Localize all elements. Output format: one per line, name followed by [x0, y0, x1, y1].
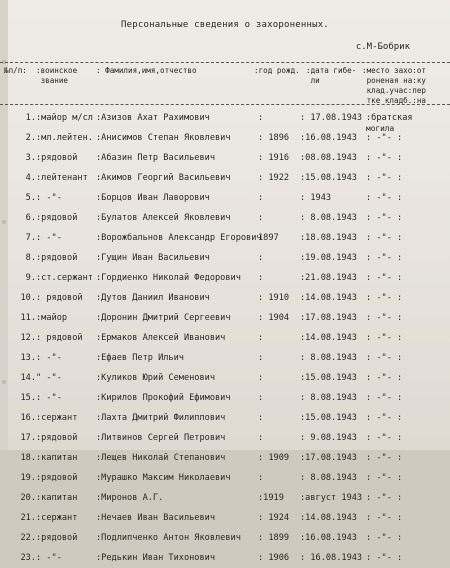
row-death-date: : 9.08.1943: [300, 433, 357, 443]
row-number: 6.: [25, 213, 36, 223]
row-birth-year: :: [258, 473, 264, 483]
row-birth-year: :: [258, 393, 264, 403]
row-burial-place: : -"- :: [366, 333, 403, 343]
row-name: :Булатов Алексей Яковлевич: [96, 213, 231, 223]
row-number: 19.: [20, 473, 36, 483]
row-rank: :рядовой: [36, 213, 78, 223]
row-burial-place: : -"- :: [366, 353, 403, 363]
header-bottom-rule: [0, 104, 450, 105]
row-rank: :рядовой: [36, 153, 78, 163]
row-death-date: :21.08.1943: [300, 273, 357, 283]
row-name: :Куликов Юрий Семенович: [96, 373, 215, 383]
row-birth-year: :: [258, 353, 264, 363]
row-rank: :ст.сержант: [36, 273, 93, 283]
table-row: [0, 148, 450, 168]
row-burial-place: :братская: [366, 113, 413, 123]
row-burial-place: : -"- :: [366, 533, 403, 543]
row-burial-place: : -"- :: [366, 173, 403, 183]
table-row: [0, 528, 450, 548]
table-row: [0, 108, 450, 133]
header-name: : Фамилия,имя,отчество: [96, 66, 197, 75]
row-burial-place: : -"- :: [366, 313, 403, 323]
table-row: [0, 188, 450, 208]
row-birth-year: :: [258, 413, 264, 423]
row-death-date: : 17.08.1943: [300, 113, 363, 123]
table-row: [0, 128, 450, 148]
row-death-date: :август 1943: [300, 493, 363, 503]
row-birth-year: :: [258, 193, 264, 203]
row-death-date: : 16.08.1943: [300, 553, 363, 563]
row-rank: :лейтенант: [36, 173, 88, 183]
row-name: :Ермаков Алексей Иванович: [96, 333, 226, 343]
row-death-date: :14.08.1943: [300, 293, 357, 303]
row-birth-year: : 1916: [258, 153, 290, 163]
row-name: :Нечаев Иван Васильевич: [96, 513, 215, 523]
row-birth-year: : 1924: [258, 513, 290, 523]
row-number: 9.: [25, 273, 36, 283]
row-name: :Литвинов Сергей Петрович: [96, 433, 226, 443]
row-number: 15.: [20, 393, 36, 403]
table-row: [0, 488, 450, 508]
row-death-date: :16.08.1943: [300, 133, 357, 143]
row-death-date: : 8.08.1943: [300, 473, 357, 483]
row-number: 10.: [20, 293, 36, 303]
row-burial-place: : -"- :: [366, 193, 403, 203]
row-death-date: :08.08.1943: [300, 153, 357, 163]
row-rank: : -"-: [36, 353, 62, 363]
row-name: :Миронов А.Г.: [96, 493, 164, 503]
row-burial-place: : -"- :: [366, 513, 403, 523]
row-burial-place: : -"- :: [366, 373, 403, 383]
row-number: 13.: [20, 353, 36, 363]
table-row: [0, 448, 450, 468]
table-row: [0, 208, 450, 228]
table-row: [0, 248, 450, 268]
row-burial-place: : -"- :: [366, 473, 403, 483]
row-name: :Дутов Даниил Иванович: [96, 293, 210, 303]
row-number: 14.: [20, 373, 36, 383]
table-row: [0, 508, 450, 528]
row-number: 2.: [25, 133, 36, 143]
row-birth-year: : 1899: [258, 533, 290, 543]
row-number: 22.: [20, 533, 36, 543]
row-name: :Мурашко Максим Николаевич: [96, 473, 231, 483]
row-name: :Лахта Дмитрий Филиппович: [96, 413, 226, 423]
table-row: [0, 348, 450, 368]
row-name: :Ефаев Петр Ильич: [96, 353, 184, 363]
row-name: :Азизов Ахат Рахимович: [96, 113, 210, 123]
row-number: 18.: [20, 453, 36, 463]
row-rank: :майор м/сл: [36, 113, 93, 123]
row-rank: : -"-: [36, 193, 62, 203]
row-birth-year: :: [258, 273, 264, 283]
row-death-date: : 8.08.1943: [300, 393, 357, 403]
row-number: 16.: [20, 413, 36, 423]
row-death-date: : 1943: [300, 193, 332, 203]
row-name: :Редькин Иван Тихонович: [96, 553, 215, 563]
row-number: 4.: [25, 173, 36, 183]
row-name: :Лещев Николай Степанович: [96, 453, 226, 463]
row-name: :Подлипченко Антон Яковлевич: [96, 533, 241, 543]
row-name: :Борцов Иван Лаворович: [96, 193, 210, 203]
row-name: :Кирилов Прокофий Ефимович: [96, 393, 231, 403]
row-death-date: :16.08.1943: [300, 533, 357, 543]
row-birth-year: : 1922: [258, 173, 290, 183]
header-birth: :год рожд.: [254, 66, 300, 75]
row-birth-year: : 1910: [258, 293, 290, 303]
header-rank: :воинское звание: [36, 66, 78, 85]
row-rank: : рядовой: [36, 293, 83, 303]
row-birth-year: :: [258, 253, 264, 263]
row-birth-year: :: [258, 213, 264, 223]
row-rank: :рядовой: [36, 473, 78, 483]
table-row: [0, 168, 450, 188]
table-row: [0, 228, 450, 248]
row-rank: : -"-: [36, 553, 62, 563]
table-row: [0, 408, 450, 428]
row-rank: :майор: [36, 313, 68, 323]
row-name: :Акимов Георгий Васильевич: [96, 173, 231, 183]
row-number: 5.: [25, 193, 36, 203]
row-rank: :сержант: [36, 413, 78, 423]
row-rank: : рядовой: [36, 333, 83, 343]
header-num: №п/п:: [4, 66, 27, 75]
row-name: :Абазин Петр Васильевич: [96, 153, 215, 163]
row-burial-place: : -"- :: [366, 253, 403, 263]
header-place: :место захо:от роненая на:ку клад.учас:пер тке кладб.:на: [362, 66, 427, 105]
table-row: [0, 268, 450, 288]
row-name: :Анисимов Степан Яковлевич: [96, 133, 231, 143]
row-burial-place-line2: могила: [366, 124, 395, 133]
row-number: 12.: [20, 333, 36, 343]
document-title: Персональные сведения о захороненных.: [121, 20, 329, 30]
row-death-date: : 8.08.1943: [300, 213, 357, 223]
row-burial-place: : -"- :: [366, 413, 403, 423]
row-birth-year: : 1906: [258, 553, 290, 563]
row-burial-place: : -"- :: [366, 493, 403, 503]
row-burial-place: : -"- :: [366, 233, 403, 243]
row-death-date: :15.08.1943: [300, 413, 357, 423]
row-rank: : -"-: [36, 393, 62, 403]
row-rank: :рядовой: [36, 533, 78, 543]
row-burial-place: : -"- :: [366, 393, 403, 403]
row-rank: " -"-: [36, 373, 62, 383]
row-rank: :сержант: [36, 513, 78, 523]
row-burial-place: : -"- :: [366, 293, 403, 303]
row-number: 3.: [25, 153, 36, 163]
row-number: 1.: [25, 113, 36, 123]
row-rank: :мл.лейтен.: [36, 133, 93, 143]
table-row: [0, 548, 450, 568]
row-death-date: :17.08.1943: [300, 453, 357, 463]
row-name: :Ворожбальнов Александр Егорович: [96, 233, 262, 243]
row-birth-year: : 1896: [258, 133, 290, 143]
row-burial-place: : -"- :: [366, 433, 403, 443]
row-death-date: :17.08.1943: [300, 313, 357, 323]
row-birth-year: : 1904: [258, 313, 290, 323]
row-name: :Доронин Дмитрий Сергеевич: [96, 313, 231, 323]
row-number: 23.: [20, 553, 36, 563]
table-row: [0, 368, 450, 388]
row-birth-year: :: [258, 433, 264, 443]
row-number: 20.: [20, 493, 36, 503]
table-row: [0, 388, 450, 408]
row-birth-year: :: [258, 333, 264, 343]
row-birth-year: :: [258, 373, 264, 383]
row-death-date: :18.08.1943: [300, 233, 357, 243]
row-number: 11.: [20, 313, 36, 323]
table-row: [0, 428, 450, 448]
table-row: [0, 328, 450, 348]
row-death-date: : 8.08.1943: [300, 353, 357, 363]
row-burial-place: : -"- :: [366, 133, 403, 143]
row-birth-year: 1897: [258, 233, 279, 243]
header-death: :дата гибе- ли: [306, 66, 357, 85]
header-top-rule: [0, 62, 450, 63]
table-row: [0, 308, 450, 328]
row-death-date: :19.08.1943: [300, 253, 357, 263]
row-burial-place: : -"- :: [366, 213, 403, 223]
row-death-date: :15.08.1943: [300, 373, 357, 383]
row-rank: :капитан: [36, 493, 78, 503]
row-burial-place: : -"- :: [366, 453, 403, 463]
row-burial-place: : -"- :: [366, 153, 403, 163]
row-birth-year: :: [258, 113, 264, 123]
row-death-date: :14.08.1943: [300, 513, 357, 523]
row-death-date: :15.08.1943: [300, 173, 357, 183]
row-burial-place: : -"- :: [366, 273, 403, 283]
table-row: [0, 288, 450, 308]
row-rank: :рядовой: [36, 433, 78, 443]
place-name: с.М-Бобрик: [355, 42, 410, 52]
row-number: 21.: [20, 513, 36, 523]
row-number: 8.: [25, 253, 36, 263]
table-row: [0, 468, 450, 488]
row-rank: : -"-: [36, 233, 62, 243]
row-birth-year: :1919: [258, 493, 284, 503]
row-rank: :капитан: [36, 453, 78, 463]
row-burial-place: : -"- :: [366, 553, 403, 563]
row-birth-year: : 1909: [258, 453, 290, 463]
row-death-date: :14.08.1943: [300, 333, 357, 343]
row-number: 7.: [25, 233, 36, 243]
row-rank: :рядовой: [36, 253, 78, 263]
row-name: :Гордиенко Николай Федорович: [96, 273, 241, 283]
row-number: 17.: [20, 433, 36, 443]
row-name: :Гущин Иван Васильевич: [96, 253, 210, 263]
